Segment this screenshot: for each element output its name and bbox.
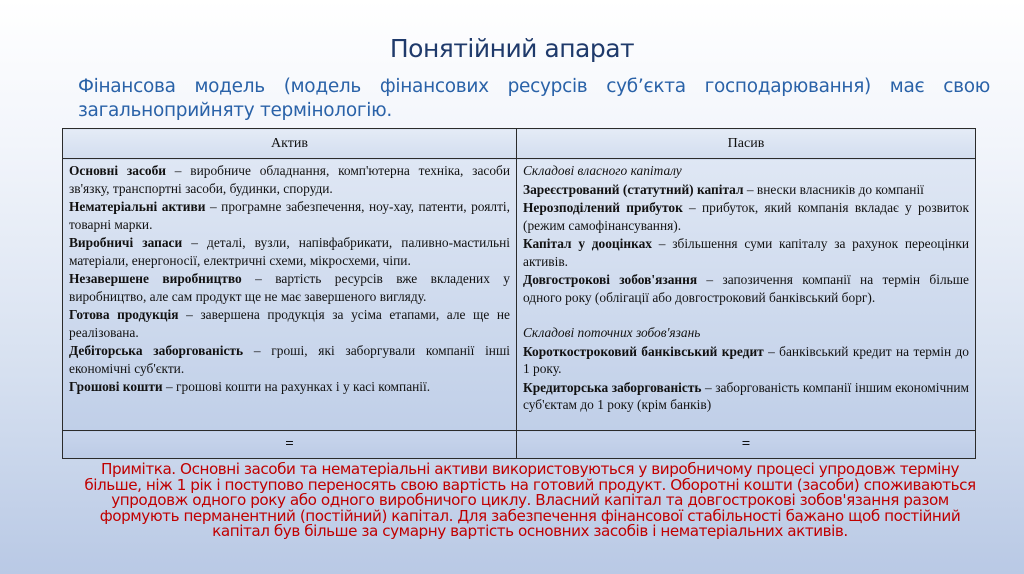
term: Короткостроковий банківський кредит: [523, 343, 764, 359]
assets-item: [69, 234, 510, 269]
note-line: упродовж одного року або одного виробничого циклу. Власний капітал та довгострокові зобов'язання разом: [111, 491, 949, 509]
assets-item: [69, 378, 510, 396]
definition: – банківський кредит на термін до 1 року.: [523, 343, 969, 376]
assets-item: [69, 270, 510, 305]
header-liabilities: Пасив: [517, 129, 976, 159]
equity-item: [523, 271, 969, 306]
term: Капітал у дооцінках: [523, 236, 652, 251]
term: Нерозподілений прибуток: [523, 200, 683, 215]
table-footer-row: [63, 431, 976, 459]
term: Готова продукція: [69, 307, 179, 322]
term: Дебіторська заборгованість: [69, 343, 244, 358]
term: Довгострокові зобов'язання: [523, 272, 698, 287]
definition: – гроші, які заборгували компанії інші економічні суб'єкти.: [69, 343, 510, 376]
term: Грошові кошти: [69, 379, 163, 394]
liabilities-item: [523, 379, 969, 414]
intro-text: Фінансова модель (модель фінансових ресурсів суб’єкта господарювання) має свою загальноприйняту термінологію.: [78, 76, 990, 121]
liabilities-item: [523, 343, 969, 378]
assets-item: [69, 198, 510, 233]
definition: – запозичення компанії на термін більше одного року (облігації або довгостроковий банківський борг).: [523, 272, 969, 305]
slide-title: Понятійний апарат: [389, 34, 635, 63]
term: Кредиторська заборгованість: [523, 379, 702, 395]
definition: – внески власників до компанії: [743, 181, 924, 197]
definition: – завершена продукція за усіма етапами, але ще не реалізована.: [69, 307, 511, 340]
definition: – програмне забезпечення, ноу-хау, патенти, роялті, товарні марки.: [69, 199, 510, 232]
note-line: Примітка. Основні засоби та нематеріальні активи використовуються у виробничому процесі упродовж терміну: [100, 460, 960, 478]
liabilities-total: =: [517, 431, 976, 459]
definition: – деталі, вузли, напівфабрикати, паливно-мастильні матеріали, енергоносії, електричні схеми, мікросхеми, чіпи.: [69, 235, 510, 268]
liabilities-cell: [517, 159, 976, 431]
term: Незавершене виробництво: [69, 271, 242, 286]
note-line: формують перманентний (постійний) капітал. Для забезпечення фінансової стабільності бажано щоб постійний: [99, 506, 961, 525]
assets-cell: [63, 159, 517, 431]
note-text: [60, 462, 1000, 540]
definition: – виробниче обладнання, комп'ютерна техніка, засоби зв'язку, транспортні засоби, будинки, споруди.: [69, 163, 511, 196]
assets-item: [69, 162, 510, 197]
table-header-row: [63, 129, 976, 159]
definition: – збільшення суми капіталу за рахунок переоцінки активів.: [523, 236, 970, 269]
header-assets: Актив: [63, 129, 517, 159]
table-body-row: [63, 159, 976, 431]
term: Зареєстрований (статутний) капітал: [523, 181, 744, 197]
definition: – прибуток, який компанія вкладає у розвиток (режим самофінансування).: [523, 200, 970, 233]
term: Основні засоби: [69, 163, 167, 178]
definition: – заборгованість компанії іншим економічним суб'єктам до 1 року (крім банків): [523, 379, 969, 412]
term: Виробничі запаси: [69, 235, 183, 250]
equity-item: [523, 199, 969, 234]
equity-item: [523, 181, 969, 199]
equity-heading: Складові власного капіталу: [523, 163, 682, 178]
note-line: капітал був більше за сумарну вартість основних засобів і нематеріальних активів.: [212, 522, 848, 540]
balance-table: [62, 128, 976, 459]
current-liabilities-heading: Складові поточних зобов'язань: [523, 325, 701, 340]
note-line: більше, ніж 1 рік і поступово переносять свою вартість на готовий продукт. Оборотні кошти (засоби) споживаються: [84, 475, 976, 494]
equity-item: [523, 235, 969, 270]
assets-item: [69, 342, 510, 377]
definition: – грошові кошти на рахунках і у касі компанії.: [162, 379, 431, 394]
assets-total: =: [63, 431, 517, 459]
term: Нематеріальні активи: [69, 199, 206, 214]
definition: – вартість ресурсів вже вкладених у виробництво, але сам продукт ще не має завершеного вигляду.: [69, 271, 511, 304]
assets-item: [69, 306, 510, 341]
